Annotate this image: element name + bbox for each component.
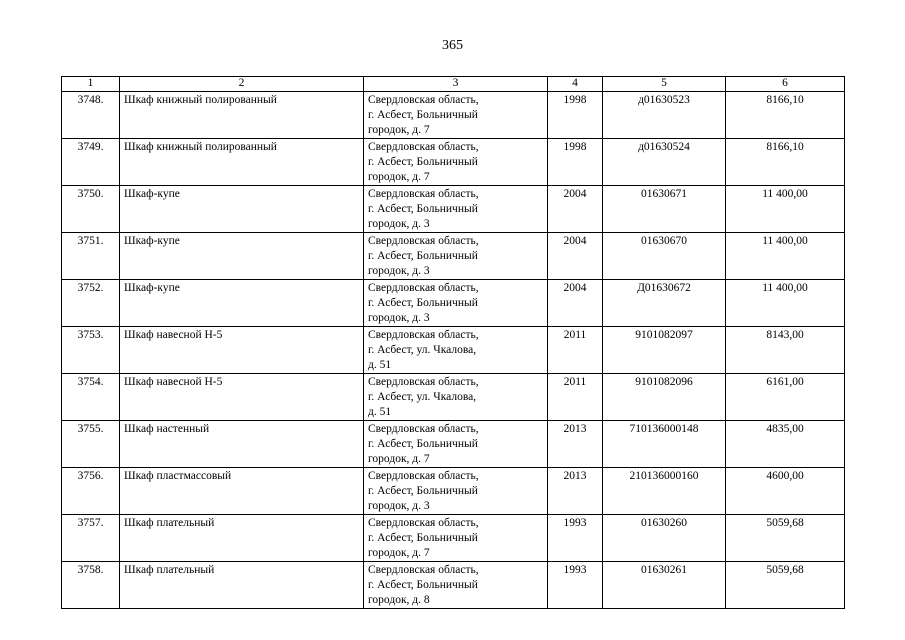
- item-name-cell: Шкаф навесной Н-5: [120, 374, 364, 421]
- address-line: г. Асбест, Больничный: [368, 109, 478, 121]
- year-cell: 1993: [548, 515, 603, 562]
- page-number: 365: [442, 38, 463, 53]
- address-line: городок, д. 3: [368, 218, 430, 230]
- address-line: г. Асбест, Больничный: [368, 250, 478, 262]
- row-number-cell: 3755.: [62, 421, 120, 468]
- address-line: Свердловская область,: [368, 376, 479, 388]
- table-row: [62, 468, 845, 515]
- address-line: Свердловская область,: [368, 235, 479, 247]
- item-name-cell: Шкаф настенный: [120, 421, 364, 468]
- address-line: Свердловская область,: [368, 282, 479, 294]
- item-name-cell: Шкаф-купе: [120, 233, 364, 280]
- table-row: [62, 139, 845, 186]
- address-line: г. Асбест, Больничный: [368, 532, 478, 544]
- address-line: Свердловская область,: [368, 94, 479, 106]
- year-cell: 1998: [548, 139, 603, 186]
- address-cell: [364, 374, 548, 421]
- column-header-2: 2: [120, 77, 364, 92]
- table-header: [62, 77, 845, 92]
- cost-cell: 6161,00: [726, 374, 845, 421]
- inventory-number-cell: 01630670: [603, 233, 726, 280]
- year-cell: 2004: [548, 186, 603, 233]
- inventory-number-cell: 9101082097: [603, 327, 726, 374]
- cost-cell: 8143,00: [726, 327, 845, 374]
- row-number-cell: 3757.: [62, 515, 120, 562]
- address-line: д. 51: [368, 359, 392, 371]
- cost-cell: 8166,10: [726, 139, 845, 186]
- year-cell: 2011: [548, 374, 603, 421]
- table-row: [62, 562, 845, 609]
- address-line: Свердловская область,: [368, 423, 479, 435]
- row-number-cell: 3750.: [62, 186, 120, 233]
- cost-cell: 8166,10: [726, 92, 845, 139]
- address-line: Свердловская область,: [368, 141, 479, 153]
- inventory-number-cell: д01630523: [603, 92, 726, 139]
- address-cell: [364, 468, 548, 515]
- inventory-number-cell: д01630524: [603, 139, 726, 186]
- address-cell: [364, 139, 548, 186]
- inventory-table: [61, 76, 845, 609]
- cost-cell: 11 400,00: [726, 280, 845, 327]
- year-cell: 1998: [548, 92, 603, 139]
- address-cell: [364, 515, 548, 562]
- row-number-cell: 3753.: [62, 327, 120, 374]
- cost-cell: 11 400,00: [726, 233, 845, 280]
- address-cell: [364, 233, 548, 280]
- item-name-cell: Шкаф книжный полированный: [120, 139, 364, 186]
- address-cell: [364, 186, 548, 233]
- table-row: [62, 374, 845, 421]
- address-line: г. Асбест, ул. Чкалова,: [368, 391, 477, 403]
- address-line: г. Асбест, Больничный: [368, 438, 478, 450]
- address-cell: [364, 92, 548, 139]
- column-header-1: 1: [62, 77, 120, 92]
- row-number-cell: 3751.: [62, 233, 120, 280]
- row-number-cell: 3756.: [62, 468, 120, 515]
- inventory-number-cell: 01630260: [603, 515, 726, 562]
- row-number-cell: 3749.: [62, 139, 120, 186]
- address-line: городок, д. 3: [368, 500, 430, 512]
- address-line: городок, д. 8: [368, 594, 430, 606]
- address-line: г. Асбест, Больничный: [368, 156, 478, 168]
- row-number-cell: 3752.: [62, 280, 120, 327]
- table-row: [62, 186, 845, 233]
- column-header-5: 5: [603, 77, 726, 92]
- address-cell: [364, 421, 548, 468]
- cost-cell: 5059,68: [726, 562, 845, 609]
- table-row: [62, 327, 845, 374]
- item-name-cell: Шкаф книжный полированный: [120, 92, 364, 139]
- cost-cell: 11 400,00: [726, 186, 845, 233]
- header-row: [62, 77, 845, 92]
- year-cell: 2004: [548, 280, 603, 327]
- address-line: г. Асбест, ул. Чкалова,: [368, 344, 477, 356]
- inventory-number-cell: 01630261: [603, 562, 726, 609]
- address-line: Свердловская область,: [368, 517, 479, 529]
- row-number-cell: 3758.: [62, 562, 120, 609]
- address-line: городок, д. 3: [368, 265, 430, 277]
- table-row: [62, 421, 845, 468]
- item-name-cell: Шкаф плательный: [120, 515, 364, 562]
- address-line: городок, д. 7: [368, 547, 430, 559]
- cost-cell: 4835,00: [726, 421, 845, 468]
- item-name-cell: Шкаф-купе: [120, 186, 364, 233]
- table-body: [62, 92, 845, 609]
- address-line: г. Асбест, Больничный: [368, 579, 478, 591]
- address-line: г. Асбест, Больничный: [368, 485, 478, 497]
- address-line: д. 51: [368, 406, 392, 418]
- inventory-number-cell: 710136000148: [603, 421, 726, 468]
- row-number-cell: 3748.: [62, 92, 120, 139]
- item-name-cell: Шкаф-купе: [120, 280, 364, 327]
- inventory-number-cell: 01630671: [603, 186, 726, 233]
- address-line: городок, д. 7: [368, 453, 430, 465]
- inventory-number-cell: Д01630672: [603, 280, 726, 327]
- column-header-6: 6: [726, 77, 845, 92]
- inventory-number-cell: 210136000160: [603, 468, 726, 515]
- address-line: Свердловская область,: [368, 470, 479, 482]
- table-row: [62, 233, 845, 280]
- cost-cell: 4600,00: [726, 468, 845, 515]
- column-header-4: 4: [548, 77, 603, 92]
- address-cell: [364, 562, 548, 609]
- column-header-3: 3: [364, 77, 548, 92]
- address-cell: [364, 327, 548, 374]
- address-line: г. Асбест, Больничный: [368, 297, 478, 309]
- year-cell: 2013: [548, 421, 603, 468]
- year-cell: 2013: [548, 468, 603, 515]
- address-line: городок, д. 3: [368, 312, 430, 324]
- address-line: городок, д. 7: [368, 171, 430, 183]
- address-line: городок, д. 7: [368, 124, 430, 136]
- item-name-cell: Шкаф пластмассовый: [120, 468, 364, 515]
- table-row: [62, 92, 845, 139]
- address-line: Свердловская область,: [368, 564, 479, 576]
- address-line: Свердловская область,: [368, 329, 479, 341]
- cost-cell: 5059,68: [726, 515, 845, 562]
- item-name-cell: Шкаф плательный: [120, 562, 364, 609]
- address-cell: [364, 280, 548, 327]
- table-row: [62, 515, 845, 562]
- year-cell: 2011: [548, 327, 603, 374]
- address-line: г. Асбест, Больничный: [368, 203, 478, 215]
- address-line: Свердловская область,: [368, 188, 479, 200]
- year-cell: 1993: [548, 562, 603, 609]
- table-row: [62, 280, 845, 327]
- row-number-cell: 3754.: [62, 374, 120, 421]
- inventory-number-cell: 9101082096: [603, 374, 726, 421]
- year-cell: 2004: [548, 233, 603, 280]
- item-name-cell: Шкаф навесной Н-5: [120, 327, 364, 374]
